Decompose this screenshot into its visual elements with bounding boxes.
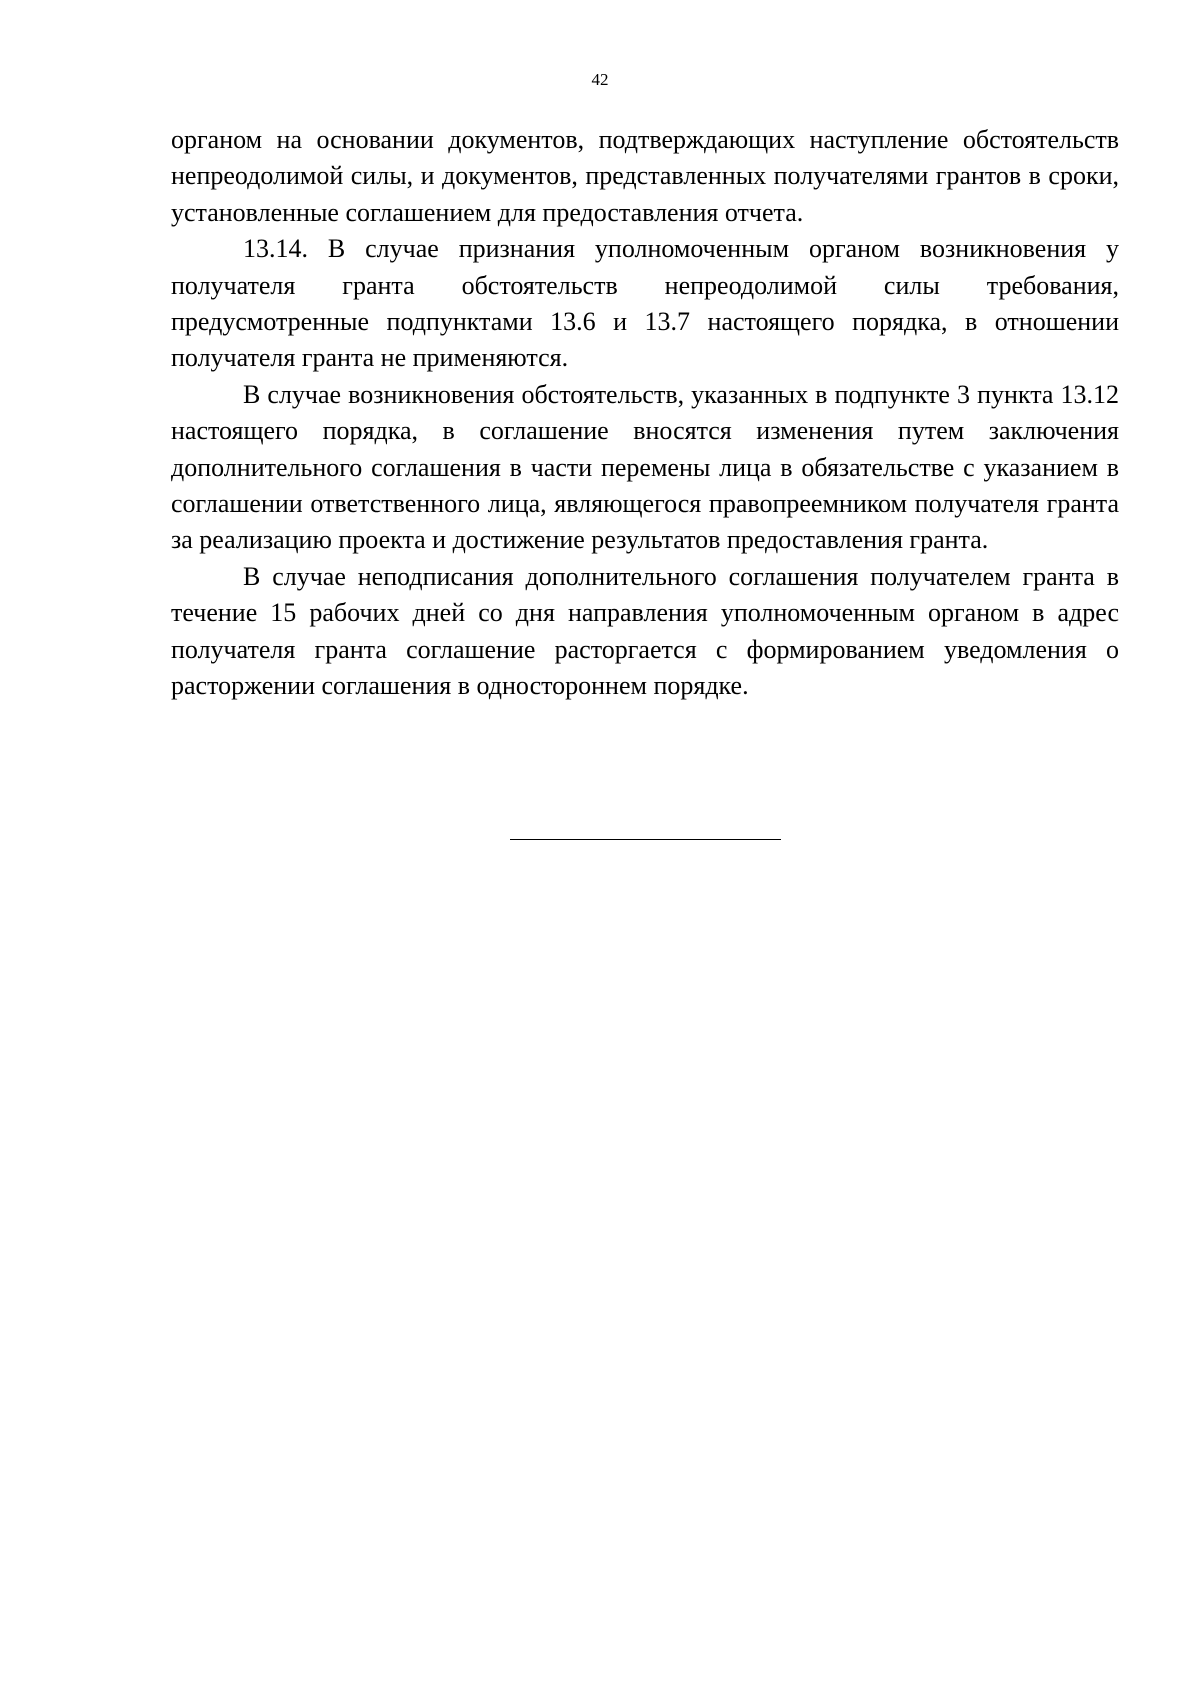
end-of-text-divider (510, 839, 781, 840)
paragraph-succession: В случае возникновения обстоятельств, указанных в подпункте 3 пункта 13.12 настоящего порядка, в соглашение вносятся изменения путем заключения дополнительного соглашения в части перемены лица в обязательстве с указанием в соглашении ответственного лица, являющегося правопреемником получателя гранта за реализацию проекта и достижение результатов предоставления гранта. (171, 379, 1119, 555)
paragraph-termination: В случае неподписания дополнительного соглашения получателем гранта в течение 15 рабочих дней со дня направления уполномоченным органом в адрес получателя гранта соглашение расторгается с формированием уведомления о расторжении соглашения в одностороннем порядке. (171, 561, 1119, 701)
paragraph-continuation: органом на основании документов, подтверждающих наступление обстоятельств непреодолимой силы, и документов, представленных получателями грантов в сроки, установленные соглашением для предоставления отчета. (171, 125, 1119, 227)
paragraph-13-14: 13.14. В случае признания уполномоченным органом возникновения у получателя гранта обстоятельств непреодолимой силы требования, предусмотренные подпунктами 13.6 и 13.7 настоящего порядка, в отношении получателя гранта не применяются. (171, 234, 1119, 373)
page-number: 42 (591, 70, 609, 89)
document-body (171, 122, 1119, 705)
